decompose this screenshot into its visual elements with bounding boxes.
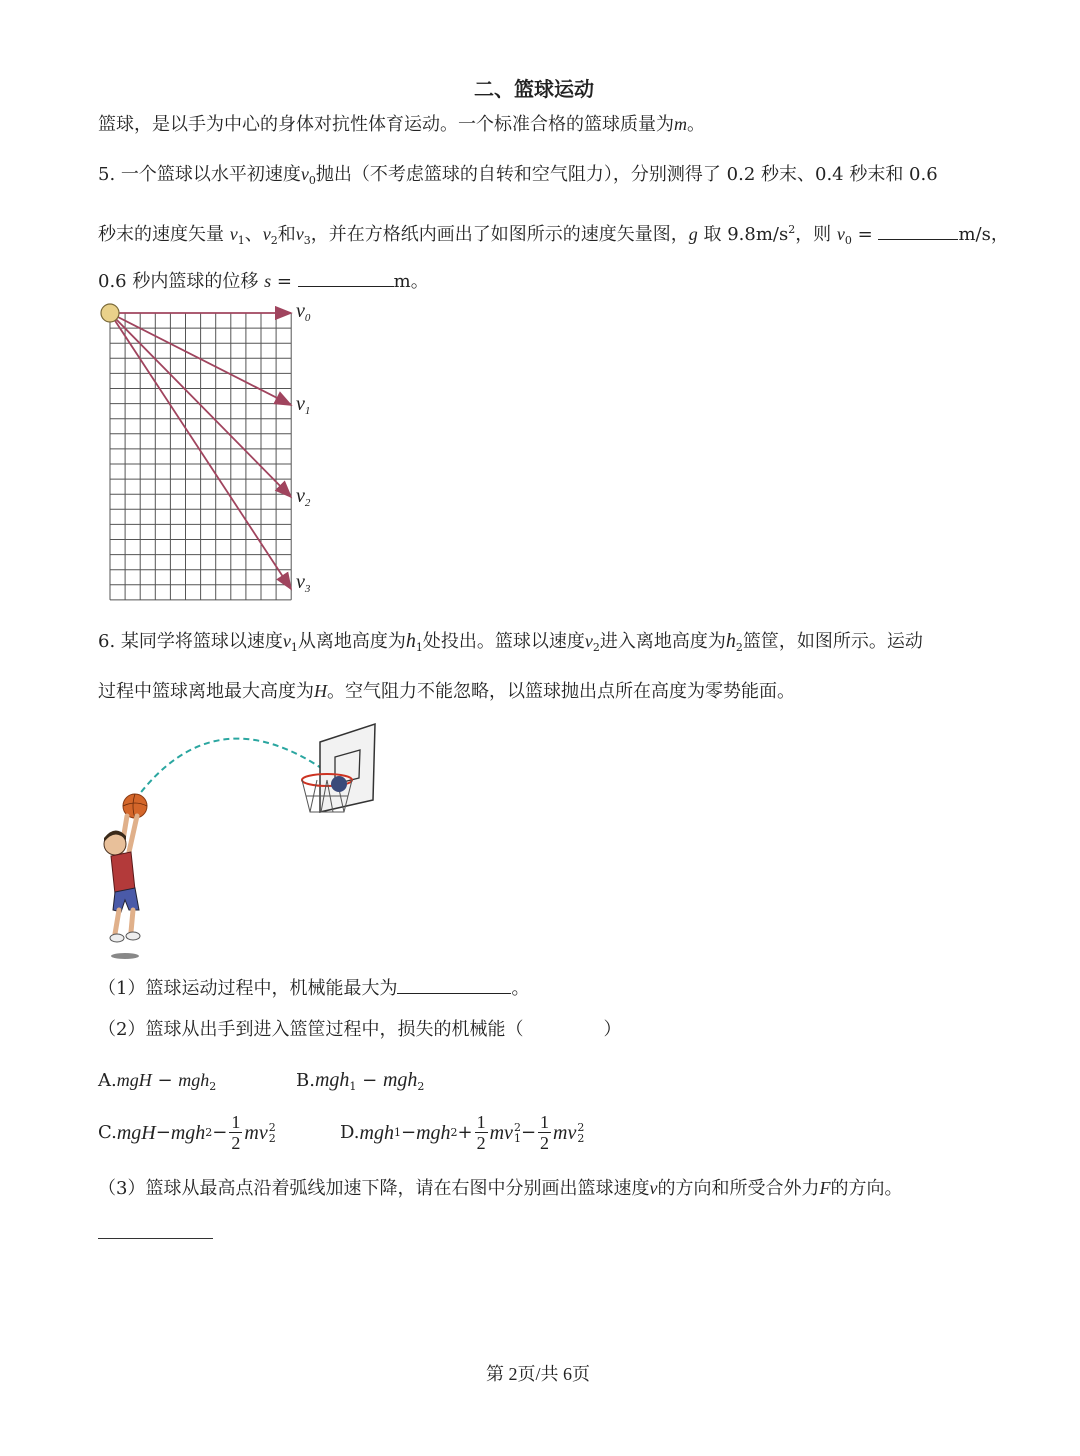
q5-line2 [98,217,1009,254]
label-v0 [296,300,310,324]
intro-var: m [674,114,687,134]
option-c-sub: 2 [205,1125,213,1139]
q6-p3-F: F [819,1178,831,1198]
q6-H: H [314,681,327,701]
option-d-sub2: 2 [450,1125,458,1139]
option-c-mgH: mgH [116,1121,156,1144]
q5-sub1: 1 [237,234,245,247]
option-d-mgh2: mgh [416,1121,451,1144]
option-d-plus: + [457,1121,473,1143]
q5-v2-var: v [262,224,271,244]
option-d-fraction1 [475,1112,488,1153]
q5-v3-var: v [295,224,304,244]
q6-l2a: 过程中篮球离地最大高度为 [98,681,314,702]
q5-g: g [688,224,698,244]
section-title: 二、篮球运动 [474,77,594,101]
q5-line1 [98,161,938,194]
label-v1-sub: 1 [304,405,311,417]
ball-at-rim [331,776,347,792]
q5-unit1: m/s， [958,224,1009,245]
q5-and: 和 [277,224,296,245]
option-d-frac2-num: 1 [540,1112,550,1132]
option-d[interactable] [340,1112,584,1153]
q5-sep: 、 [244,224,263,245]
q6-p3b: 的方向和所受合外力 [657,1178,820,1199]
q6-p1-text: （1）篮球运动过程中，机械能最大为 [98,978,398,999]
q6-v2-sub: 2 [592,641,600,654]
option-a-mgH: mgH [116,1070,152,1090]
trajectory-path [135,739,330,800]
q6-l1e: 篮筐，如图所示。运动 [742,631,923,652]
player-leg1 [115,910,119,934]
intro-after: 。 [687,114,705,135]
option-d-scripts2 [577,1122,584,1144]
option-d-sup1: 2 [513,1120,521,1134]
q6-part3 [98,1175,902,1202]
intro-before: 篮球，是以手为中心的身体对抗性体育运动。一个标准合格的篮球质量为 [98,114,674,135]
q6-line1 [98,628,923,661]
q5-line3 [98,268,429,295]
option-d-mv2: mv [553,1121,577,1144]
intro-text [98,111,705,138]
label-v2-var: v [296,485,305,507]
option-b-mgh1: mgh [314,1069,350,1091]
q6-v1-sub: 1 [290,641,298,654]
q6-h1-var: h [405,630,416,652]
q5-l2a: 秒末的速度矢量 [98,224,224,245]
q6-line2 [98,678,795,705]
label-v0-var: v [296,300,305,322]
option-b-mgh2: mgh [382,1069,418,1091]
q6-h1-sub: 1 [415,641,423,654]
option-d-sub-v1: 1 [513,1131,521,1145]
option-c-minus1: − [155,1121,171,1143]
option-c-frac-num: 1 [231,1112,241,1132]
player-jersey [111,852,135,894]
q5-v0-answer-sub: 0 [844,234,852,247]
q6-l2b: 。空气阻力不能忽略，以篮球抛出点所在高度为零势能面。 [327,681,795,702]
option-c[interactable] [98,1112,276,1153]
q6-h2-sub: 2 [735,641,743,654]
option-d-sub-v2: 2 [577,1131,585,1145]
label-v3-sub: 3 [304,583,311,595]
q5-sub3: 3 [303,234,311,247]
player-shoe1 [110,934,124,942]
page-footer: 第 2页/共 6页 [486,1364,591,1384]
option-c-mv: mv [244,1121,268,1144]
option-a[interactable] [98,1067,216,1100]
q5-sub2: 2 [270,234,278,247]
q6-v2-var: v [584,631,593,651]
option-c-minus2: − [212,1121,228,1143]
option-a-sub: 2 [209,1080,217,1093]
option-d-scripts1 [514,1122,521,1144]
q5-sub0: 0 [308,174,316,187]
option-c-label: C. [98,1121,117,1143]
option-b-sub1: 1 [349,1080,357,1093]
velocity-vector-diagram [95,298,335,612]
q5-l3a: 0.6 秒内篮球的位移 [98,271,259,292]
q5-number: 5. [98,164,116,185]
option-d-frac2-den: 2 [540,1133,550,1153]
q6-p1-end: 。 [511,978,530,999]
q5-unit2: m。 [393,271,429,292]
option-a-label: A. [98,1070,117,1091]
label-v1 [296,393,310,417]
q6-l1b: 从离地高度为 [297,631,406,652]
label-v3-var: v [296,571,305,593]
option-d-mv1: mv [489,1121,513,1144]
label-v2 [296,485,310,509]
q5-v0: v [300,164,309,184]
label-v0-sub: 0 [304,312,311,324]
option-c-scripts [269,1122,276,1144]
answer-line[interactable] [98,1238,213,1239]
player-shadow [111,953,139,959]
q6-l1d: 进入离地高度为 [599,631,726,652]
q5-l1b: 抛出（不考虑篮球的自转和空气阻力），分别测得了 0.2 秒末、0.4 秒末和 0.6 [315,164,938,185]
player-shoe2 [126,932,140,940]
q6-v1-var: v [282,631,291,651]
q5-eq: = [851,224,873,245]
option-d-sup2: 2 [577,1120,585,1134]
q6-part2 [98,1017,621,1043]
option-a-mgh: mgh [178,1070,210,1090]
option-c-sup: 2 [268,1120,276,1134]
q5-l3eq: = [271,271,292,292]
option-d-label: D. [340,1121,360,1143]
option-d-fraction2 [538,1112,551,1153]
q6-p2-text: （2）篮球从出手到进入篮筐过程中，损失的机械能（ [98,1019,524,1040]
q5-s: s [264,271,272,291]
option-a-minus: − [151,1070,179,1091]
option-c-sub2: 2 [268,1131,276,1145]
player-shorts [113,888,139,912]
label-v1-var: v [296,393,305,415]
q5-l2c: 取 9.8m/s [703,224,789,245]
basketball-shot-illustration [95,712,395,964]
q5-l2d: ，则 [795,224,832,245]
q5-l2b: ，并在方格纸内画出了如图所示的速度矢量图， [310,224,689,245]
q6-p3-v: v [649,1178,658,1198]
q6-number: 6. [98,631,116,652]
q6-l1a: 某同学将篮球以速度 [120,631,283,652]
q6-p3a: （3）篮球从最高点沿着弧线加速下降，请在右图中分别画出篮球速度 [98,1178,650,1199]
q6-p2-end: ） [603,1019,622,1040]
q6-part1 [98,975,529,1002]
q6-l1c: 处投出。篮球以速度 [422,631,585,652]
q6-h2-var: h [725,630,736,652]
answer-blank-s[interactable] [298,268,394,287]
option-d-sub1: 1 [393,1125,401,1139]
q5-l1a: 一个篮球以水平初速度 [120,164,301,185]
q5-v1-var: v [229,224,238,244]
option-d-minus2: − [520,1121,537,1143]
option-b-label: B. [296,1070,315,1091]
option-d-frac1-den: 2 [476,1133,486,1153]
label-v2-sub: 2 [304,497,311,509]
option-d-mgh1: mgh [359,1121,394,1144]
option-b-minus: − [356,1070,383,1091]
ball-origin [101,304,119,322]
option-d-frac1-num: 1 [476,1112,486,1132]
option-d-minus1: − [400,1121,417,1143]
option-b[interactable] [296,1067,424,1100]
q6-p3c: 的方向。 [830,1178,903,1199]
answer-blank-max-energy[interactable] [397,975,511,994]
option-c-fraction [229,1112,242,1153]
option-b-sub2: 2 [417,1080,425,1093]
q5-v0-answer-var: v [836,224,845,244]
option-c-frac-den: 2 [231,1133,241,1153]
player-arm2 [129,816,137,852]
q5-sq: 2 [788,223,796,236]
label-v3 [296,571,310,595]
player-leg2 [131,910,133,932]
option-c-mgh: mgh [170,1121,206,1144]
answer-blank-v0[interactable] [878,221,958,240]
